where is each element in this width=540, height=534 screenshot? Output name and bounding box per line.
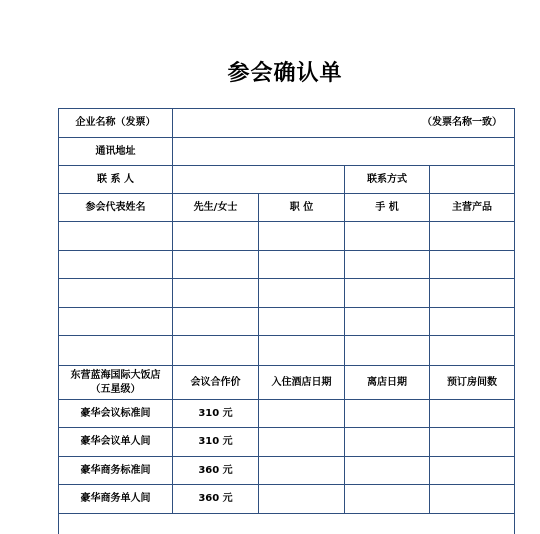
checkin-date-cell[interactable]: [259, 428, 345, 457]
attendee-name-cell[interactable]: [59, 222, 173, 251]
attendee-salutation-cell[interactable]: [173, 222, 259, 251]
attendee-position-cell[interactable]: [259, 336, 345, 366]
header-position: 职 位: [259, 194, 345, 222]
room-type: 豪华会议标准间: [59, 400, 173, 428]
attendee-product-cell[interactable]: [430, 308, 515, 336]
company-label: 企业名称（发票）: [59, 109, 173, 138]
room-type: 豪华商务单人间: [59, 485, 173, 514]
attendee-salutation-cell[interactable]: [173, 279, 259, 308]
room-row: [59, 457, 515, 485]
truncated-row: [59, 514, 515, 534]
attendee-product-cell[interactable]: [430, 222, 515, 251]
header-checkout-date: 离店日期: [345, 366, 430, 400]
attendee-name-cell[interactable]: [59, 251, 173, 279]
checkin-date-cell[interactable]: [259, 400, 345, 428]
attendee-position-cell[interactable]: [259, 279, 345, 308]
attendee-position-cell[interactable]: [259, 308, 345, 336]
attendee-salutation-cell[interactable]: [173, 308, 259, 336]
room-count-cell[interactable]: [430, 400, 515, 428]
attendee-salutation-cell[interactable]: [173, 336, 259, 366]
address-label: 通讯地址: [59, 138, 173, 166]
contact-row: [59, 166, 515, 194]
room-row: [59, 485, 515, 514]
page-title: 参会确认单: [0, 56, 540, 87]
header-name: 参会代表姓名: [59, 194, 173, 222]
attendee-name-cell[interactable]: [59, 279, 173, 308]
attendee-mobile-cell[interactable]: [345, 336, 430, 366]
room-row: [59, 428, 515, 457]
room-type: 豪华会议单人间: [59, 428, 173, 457]
attendee-row: [59, 222, 515, 251]
checkin-date-cell[interactable]: [259, 485, 345, 514]
room-row: [59, 400, 515, 428]
company-input-cell[interactable]: [173, 109, 515, 138]
contact-label: 联 系 人: [59, 166, 173, 194]
attendee-row: [59, 308, 515, 336]
hotel-name: 东营蓝海国际大饭店（五星级）: [59, 366, 173, 400]
attendee-mobile-cell[interactable]: [345, 251, 430, 279]
room-count-cell[interactable]: [430, 428, 515, 457]
room-count-cell[interactable]: [430, 457, 515, 485]
room-price: 310 元: [173, 400, 259, 428]
company-row: [59, 109, 515, 138]
truncated-cell: [59, 514, 515, 534]
header-checkin-date: 入住酒店日期: [259, 366, 345, 400]
checkout-date-cell[interactable]: [345, 428, 430, 457]
room-count-cell[interactable]: [430, 485, 515, 514]
room-price: 310 元: [173, 428, 259, 457]
attendee-mobile-cell[interactable]: [345, 279, 430, 308]
address-input-cell[interactable]: [173, 138, 515, 166]
contact-method-label: 联系方式: [345, 166, 430, 194]
attendee-header-row: [59, 194, 515, 222]
header-salutation: 先生/女士: [173, 194, 259, 222]
confirmation-form-table: [58, 108, 515, 534]
checkout-date-cell[interactable]: [345, 457, 430, 485]
header-room-count: 预订房间数: [430, 366, 515, 400]
contact-method-input-cell[interactable]: [430, 166, 515, 194]
header-mobile: 手 机: [345, 194, 430, 222]
attendee-position-cell[interactable]: [259, 222, 345, 251]
contact-input-cell[interactable]: [173, 166, 345, 194]
attendee-mobile-cell[interactable]: [345, 308, 430, 336]
attendee-name-cell[interactable]: [59, 336, 173, 366]
attendee-salutation-cell[interactable]: [173, 251, 259, 279]
checkout-date-cell[interactable]: [345, 400, 430, 428]
checkout-date-cell[interactable]: [345, 485, 430, 514]
room-type: 豪华商务标准间: [59, 457, 173, 485]
attendee-name-cell[interactable]: [59, 308, 173, 336]
attendee-row: [59, 279, 515, 308]
room-price: 360 元: [173, 485, 259, 514]
attendee-product-cell[interactable]: [430, 336, 515, 366]
checkin-date-cell[interactable]: [259, 457, 345, 485]
attendee-row: [59, 251, 515, 279]
header-main-product: 主营产品: [430, 194, 515, 222]
invoice-note: （发票名称一致）: [422, 117, 502, 128]
attendee-row: [59, 336, 515, 366]
attendee-product-cell[interactable]: [430, 279, 515, 308]
room-price: 360 元: [173, 457, 259, 485]
header-meeting-price: 会议合作价: [173, 366, 259, 400]
attendee-position-cell[interactable]: [259, 251, 345, 279]
hotel-header-row: [59, 366, 515, 400]
attendee-product-cell[interactable]: [430, 251, 515, 279]
attendee-mobile-cell[interactable]: [345, 222, 430, 251]
address-row: [59, 138, 515, 166]
